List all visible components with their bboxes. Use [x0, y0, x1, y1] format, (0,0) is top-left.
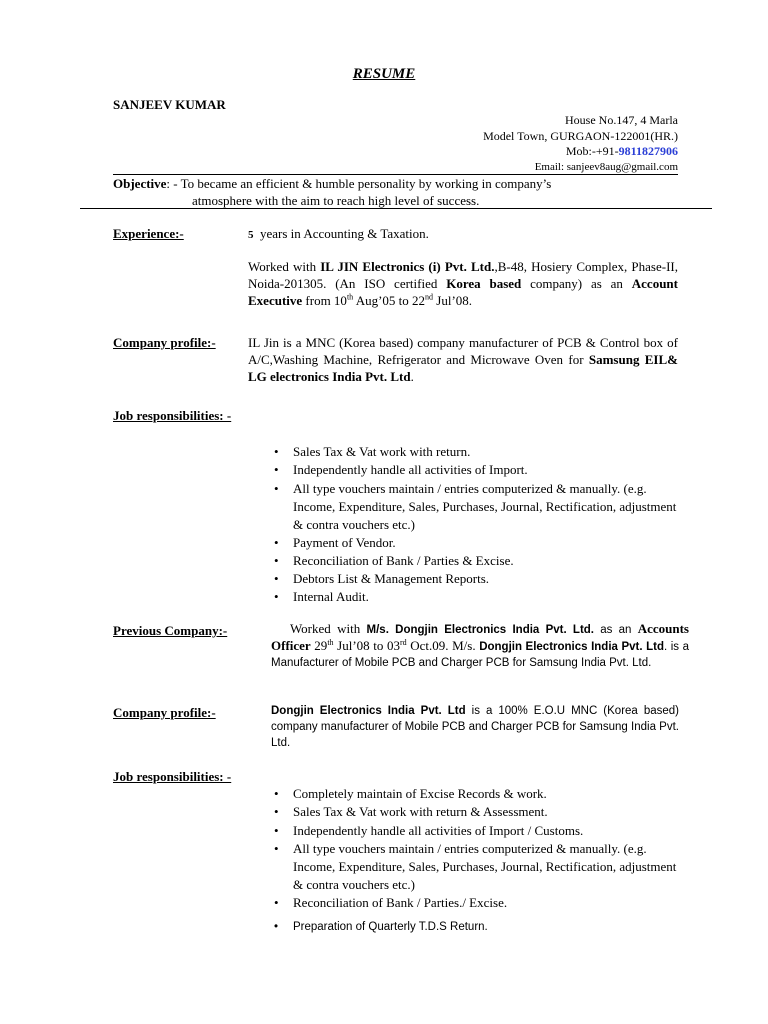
company-profile-2-label: Company profile:- — [113, 705, 216, 720]
list-item: • Independently handle all activities of Import / Customs. — [274, 822, 584, 838]
experience-years-text: years in Accounting & Taxation. — [260, 226, 429, 241]
list-item: • All type vouchers maintain / entries computerized & manually. (e.g. Income, Expenditure, Sales, Purchases, Journal, Rectification, adjustment & contra vouchers etc.) — [274, 480, 677, 532]
list-item: • Sales Tax & Vat work with return & Assessment. — [274, 804, 548, 820]
objective-line-1: : - To became an efficient & humble personality by working in company’s — [166, 176, 552, 191]
mobile-line — [566, 144, 678, 158]
list-item: • Sales Tax & Vat work with return. — [274, 444, 471, 459]
role-accounts-officer: Accounts Officer — [271, 621, 689, 653]
address-line-1: House No.147, 4 Marla — [565, 113, 678, 127]
previous-company-label: Previous Company:- — [113, 623, 228, 638]
list-item: • Reconciliation of Bank / Parties./ Excise. — [274, 894, 508, 910]
objective-label: Objective — [113, 176, 167, 191]
mobile-number: 9811827906 — [618, 144, 678, 158]
previous-company-text: Worked with M/s. Dongjin Electronics India Pvt. Ltd. as an Accounts Officer 29th Jul’08 to 03rd Oct.09. M/s. Dongjin Electronics India Pvt. Ltd. is a Manufacturer of Mobile PCB and Charger PCB for Samsung India Pvt. Ltd. — [271, 621, 689, 669]
company-profile-1-label: Company profile:- — [113, 335, 216, 350]
address-line-2: Model Town, GURGAON-122001(HR.) — [483, 129, 678, 143]
divider-objective — [80, 208, 712, 209]
list-item: • Internal Audit. — [274, 589, 369, 605]
objective-line-2: atmosphere with the aim to reach high level of success. — [192, 193, 480, 208]
experience-label: Experience:- — [113, 226, 184, 241]
list-item: • Debtors List & Management Reports. — [274, 571, 490, 587]
email-line: Email: sanjeev8aug@gmail.com — [534, 161, 678, 173]
objective-block — [113, 175, 683, 209]
job-responsibilities-1-label: Job responsibilities: - — [113, 408, 232, 423]
list-item: • All type vouchers maintain / entries computerized & manually. (e.g. Income, Expenditure, Sales, Purchases, Journal, Rectification, adjustment & contra vouchers etc.) — [274, 840, 677, 892]
experience-years-number: 5 — [248, 229, 254, 241]
job-responsibilities-2-list — [271, 785, 681, 936]
role-account-executive: Account Executive — [248, 276, 678, 308]
experience-worked-paragraph: Worked with IL JIN Electronics (i) Pvt. Ltd.,B-48, Hosiery Complex, Phase-II, Noida-201305. (An ISO certified Korea based company) as an Account Executive from 10th Aug’05 to 22nd Jul’08. — [248, 259, 678, 308]
company-profile-1-text: IL Jin is a MNC (Korea based) company manufacturer of PCB & Control box of A/C,Washing Machine, Refrigerator and Microwave Oven for Samsung EIL& LG electronics India Pvt. Ltd. — [248, 335, 678, 384]
list-item: • Payment of Vendor. — [274, 534, 396, 550]
list-item: • Preparation of Quarterly T.D.S Return. — [274, 921, 488, 934]
company-profile-2-text: Dongjin Electronics India Pvt. Ltd is a 100% E.O.U MNC (Korea based) company manufacturer of Mobile PCB and Charger PCB for Samsung India Pvt. Ltd. — [271, 705, 679, 749]
mobile-label: Mob:-+91- — [565, 144, 619, 158]
resume-title: RESUME — [352, 66, 416, 82]
job-responsibilities-1-list — [271, 443, 681, 607]
list-item: • Reconciliation of Bank / Parties & Excise. — [274, 552, 514, 568]
applicant-name: SANJEEV KUMAR — [113, 97, 226, 112]
list-item: • Independently handle all activities of Import. — [274, 462, 528, 478]
company-iljin: IL JIN Electronics (i) Pvt. Ltd. — [320, 259, 495, 274]
experience-years — [248, 225, 429, 244]
list-item: • Completely maintain of Excise Records & work. — [274, 786, 547, 801]
job-responsibilities-2-label: Job responsibilities: - — [113, 769, 232, 784]
